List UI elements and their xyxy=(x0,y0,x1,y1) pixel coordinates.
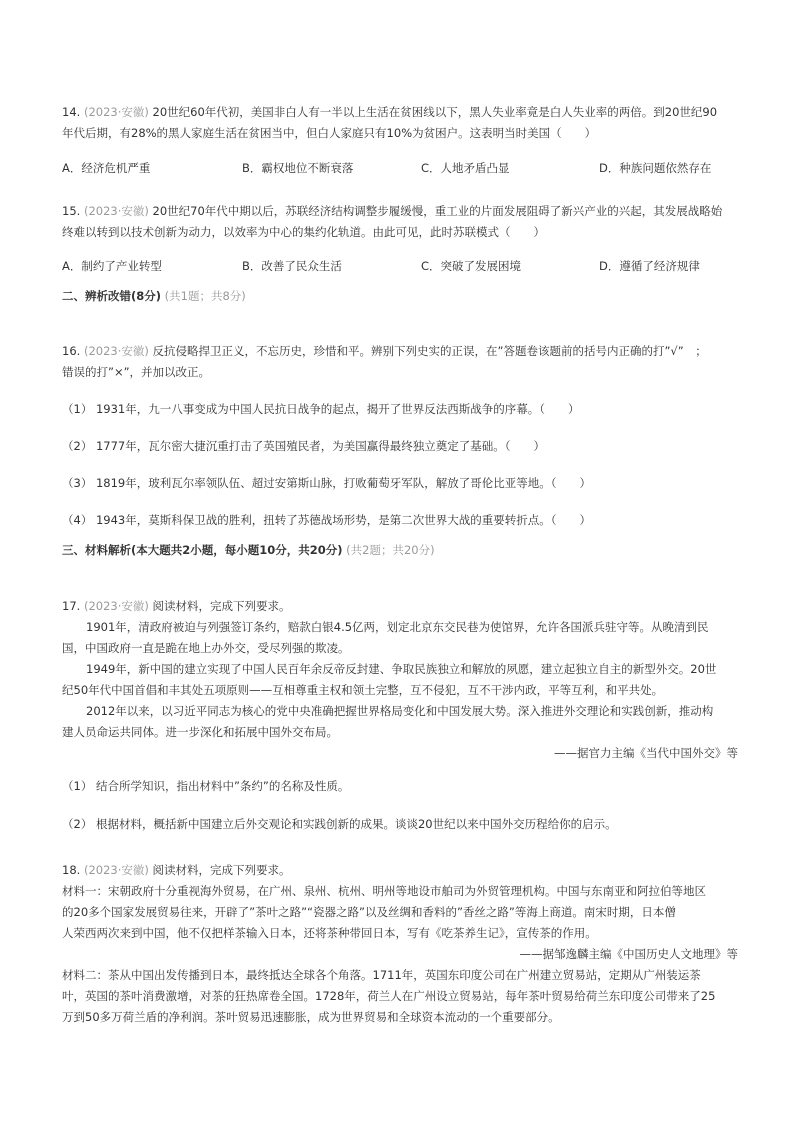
question-17 xyxy=(62,596,738,764)
section-heading-3 xyxy=(62,542,435,558)
question-16 xyxy=(62,341,738,383)
section-title: 三、材料解析(本大题共2小题，每小题10分，共20分) xyxy=(62,543,343,557)
question-16-item-4: （4） 1943年，莫斯科保卫战的胜利，扭转了苏德战场形势，是第二次世界大战的重要转折点。（ ） xyxy=(62,513,591,527)
question-17-sub-1: （1） 结合所学知识，指出材料中”条约”的名称及性质。 xyxy=(62,779,350,793)
question-text: 20世纪60年代初，美国非白人有一半以上生活在贫困线以下，黑人失业率竟是白人失业率的两倍。到20世纪90 xyxy=(148,105,718,119)
material-paragraph: 材料一：宋朝政府十分重视海外贸易，在广州、泉州、杭州、明州等地设市舶司为外贸管理机构。中国与东南亚和阿拉伯等地区 xyxy=(62,884,706,898)
section-meta: (共1题；共8分) xyxy=(161,289,246,303)
question-16-item-3: （3） 1819年，玻利瓦尔率领队伍、超过安第斯山脉，打败葡萄牙军队，解放了哥伦比亚等地。（ ） xyxy=(62,476,591,490)
question-text: 终难以转到以技术创新为动力，以效率为中心的集约化轨道。由此可见，此时苏联模式（ ） xyxy=(62,225,545,239)
material-paragraph: 的20多个国家发展贸易往来，开辟了”茶叶之路”“瓷器之路”以及丝绸和香料的”香丝之路”等海上商道。南宋时期，日本僧 xyxy=(62,905,676,919)
option-c[interactable]: C．突破了发展困境 xyxy=(421,259,522,273)
material-paragraph: 国，中国政府一直是跪在地上办外交，受尽列强的欺凌。 xyxy=(62,641,350,655)
question-number: 16. xyxy=(62,344,81,358)
question-text: 年代后期，有28%的黑人家庭生活在贫困当中，但白人家庭只有10%为贫困户。这表明当时美国（ ） xyxy=(62,126,597,140)
section-meta: (共2题；共20分) xyxy=(342,543,435,557)
question-18 xyxy=(62,860,738,1028)
material-paragraph: 人荣西两次来到中国，他不仅把样茶输入日本，还将茶种带回日本，写有《吃茶养生记》，宣传茶的作用。 xyxy=(62,926,597,940)
question-14-line1 xyxy=(62,102,738,123)
question-15-options xyxy=(62,258,738,278)
question-text: 20世纪70年代中期以后，苏联经济结构调整步履缓慢，重工业的片面发展阻碍了新兴产业的兴起，其发展战略始 xyxy=(148,204,723,218)
question-14 xyxy=(62,102,738,144)
section-title: 二、辨析改错(8分) xyxy=(62,289,162,303)
material-paragraph: 建人员命运共同体。进一步深化和拓展中国外交布局。 xyxy=(62,725,338,739)
material-paragraph: 2012年以来，以习近平同志为核心的党中央准确把握世界格局变化和中国发展大势。深入推进外交理论和实践创新，推动构 xyxy=(86,704,714,718)
question-14-options xyxy=(62,160,738,180)
question-17-sub-2: （2） 根据材料，概括新中国建立后外交观论和实践创新的成果。谈谈20世纪以来中国外交历程给你的启示。 xyxy=(62,817,617,831)
question-source: (2023·安徽) xyxy=(83,344,149,358)
option-d[interactable]: D．遵循了经济规律 xyxy=(599,259,700,273)
material-paragraph: 叶，英国的茶叶消费激增，对茶的狂热席卷全国。1728年，荷兰人在广州设立贸易站，每年茶叶贸易给荷兰东印度公司带来了25 xyxy=(62,989,716,1003)
question-17-intro xyxy=(62,596,738,617)
question-16-item-2: （2） 1777年，瓦尔密大捷沉重打击了英国殖民者，为美国赢得最终独立奠定了基础。（ ） xyxy=(62,439,545,453)
material-citation: ——据官力主编《当代中国外交》等 xyxy=(554,746,738,760)
question-number: 15. xyxy=(62,204,81,218)
option-c[interactable]: C．人地矛盾凸显 xyxy=(421,161,510,175)
section-heading-2 xyxy=(62,288,246,304)
question-15-line1 xyxy=(62,201,738,222)
question-source: (2023·安徽) xyxy=(83,863,149,877)
option-b[interactable]: B．改善了民众生活 xyxy=(242,259,342,273)
material-paragraph: 1949年，新中国的建立实现了中国人民百年余反帝反封建、争取民族独立和解放的夙愿，建立起独立自主的新型外交。20世 xyxy=(86,662,717,676)
question-source: (2023·安徽) xyxy=(83,105,149,119)
option-a[interactable]: A．经济危机严重 xyxy=(62,161,151,175)
question-text: 阅读材料，完成下列要求。 xyxy=(148,863,291,877)
option-a[interactable]: A．制约了产业转型 xyxy=(62,259,162,273)
question-16-item-1: （1） 1931年，九一八事变成为中国人民抗日战争的起点，揭开了世界反法西斯战争的序幕。（ ） xyxy=(62,402,580,416)
question-text: 阅读材料，完成下列要求。 xyxy=(148,599,291,613)
material-paragraph: 万到50多万荷兰盾的净利润。茶叶贸易迅速膨胀，成为世界贸易和全球资本流动的一个重要部分。 xyxy=(62,1010,560,1024)
material-paragraph: 纪50年代中国首倡和丰其处五项原则——互相尊重主权和领土完整，互不侵犯，互不干涉内政，平等互利，和平共处。 xyxy=(62,683,664,697)
question-18-intro xyxy=(62,860,738,881)
question-text: 反抗侵略捍卫正义，不忘历史，珍惜和平。辨别下列史实的正误，在”答题卷该题前的括号内正确的打”√” ； xyxy=(148,344,707,358)
option-d[interactable]: D．种族问题依然存在 xyxy=(599,161,712,175)
question-text: 错误的打”×”，并加以改正。 xyxy=(62,365,211,379)
question-source: (2023·安徽) xyxy=(83,599,149,613)
material-paragraph: 1901年，清政府被迫与列强签订条约，赔款白银4.5亿两，划定北京东交民巷为使馆界，允许各国派兵驻守等。从晚清到民 xyxy=(86,620,709,634)
question-number: 14. xyxy=(62,105,81,119)
question-number: 17. xyxy=(62,599,81,613)
material-citation: ——据邹逸麟主编《中国历史人文地理》等 xyxy=(519,947,738,961)
question-number: 18. xyxy=(62,863,81,877)
material-paragraph: 材料二：茶从中国出发传播到日本，最终抵达全球各个角落。1711年，英国东印度公司在广州建立贸易站，定期从广州装运茶 xyxy=(62,968,701,982)
question-15 xyxy=(62,201,738,243)
question-16-line1 xyxy=(62,341,738,362)
option-b[interactable]: B．霸权地位不断衰落 xyxy=(242,161,354,175)
question-source: (2023·安徽) xyxy=(83,204,149,218)
